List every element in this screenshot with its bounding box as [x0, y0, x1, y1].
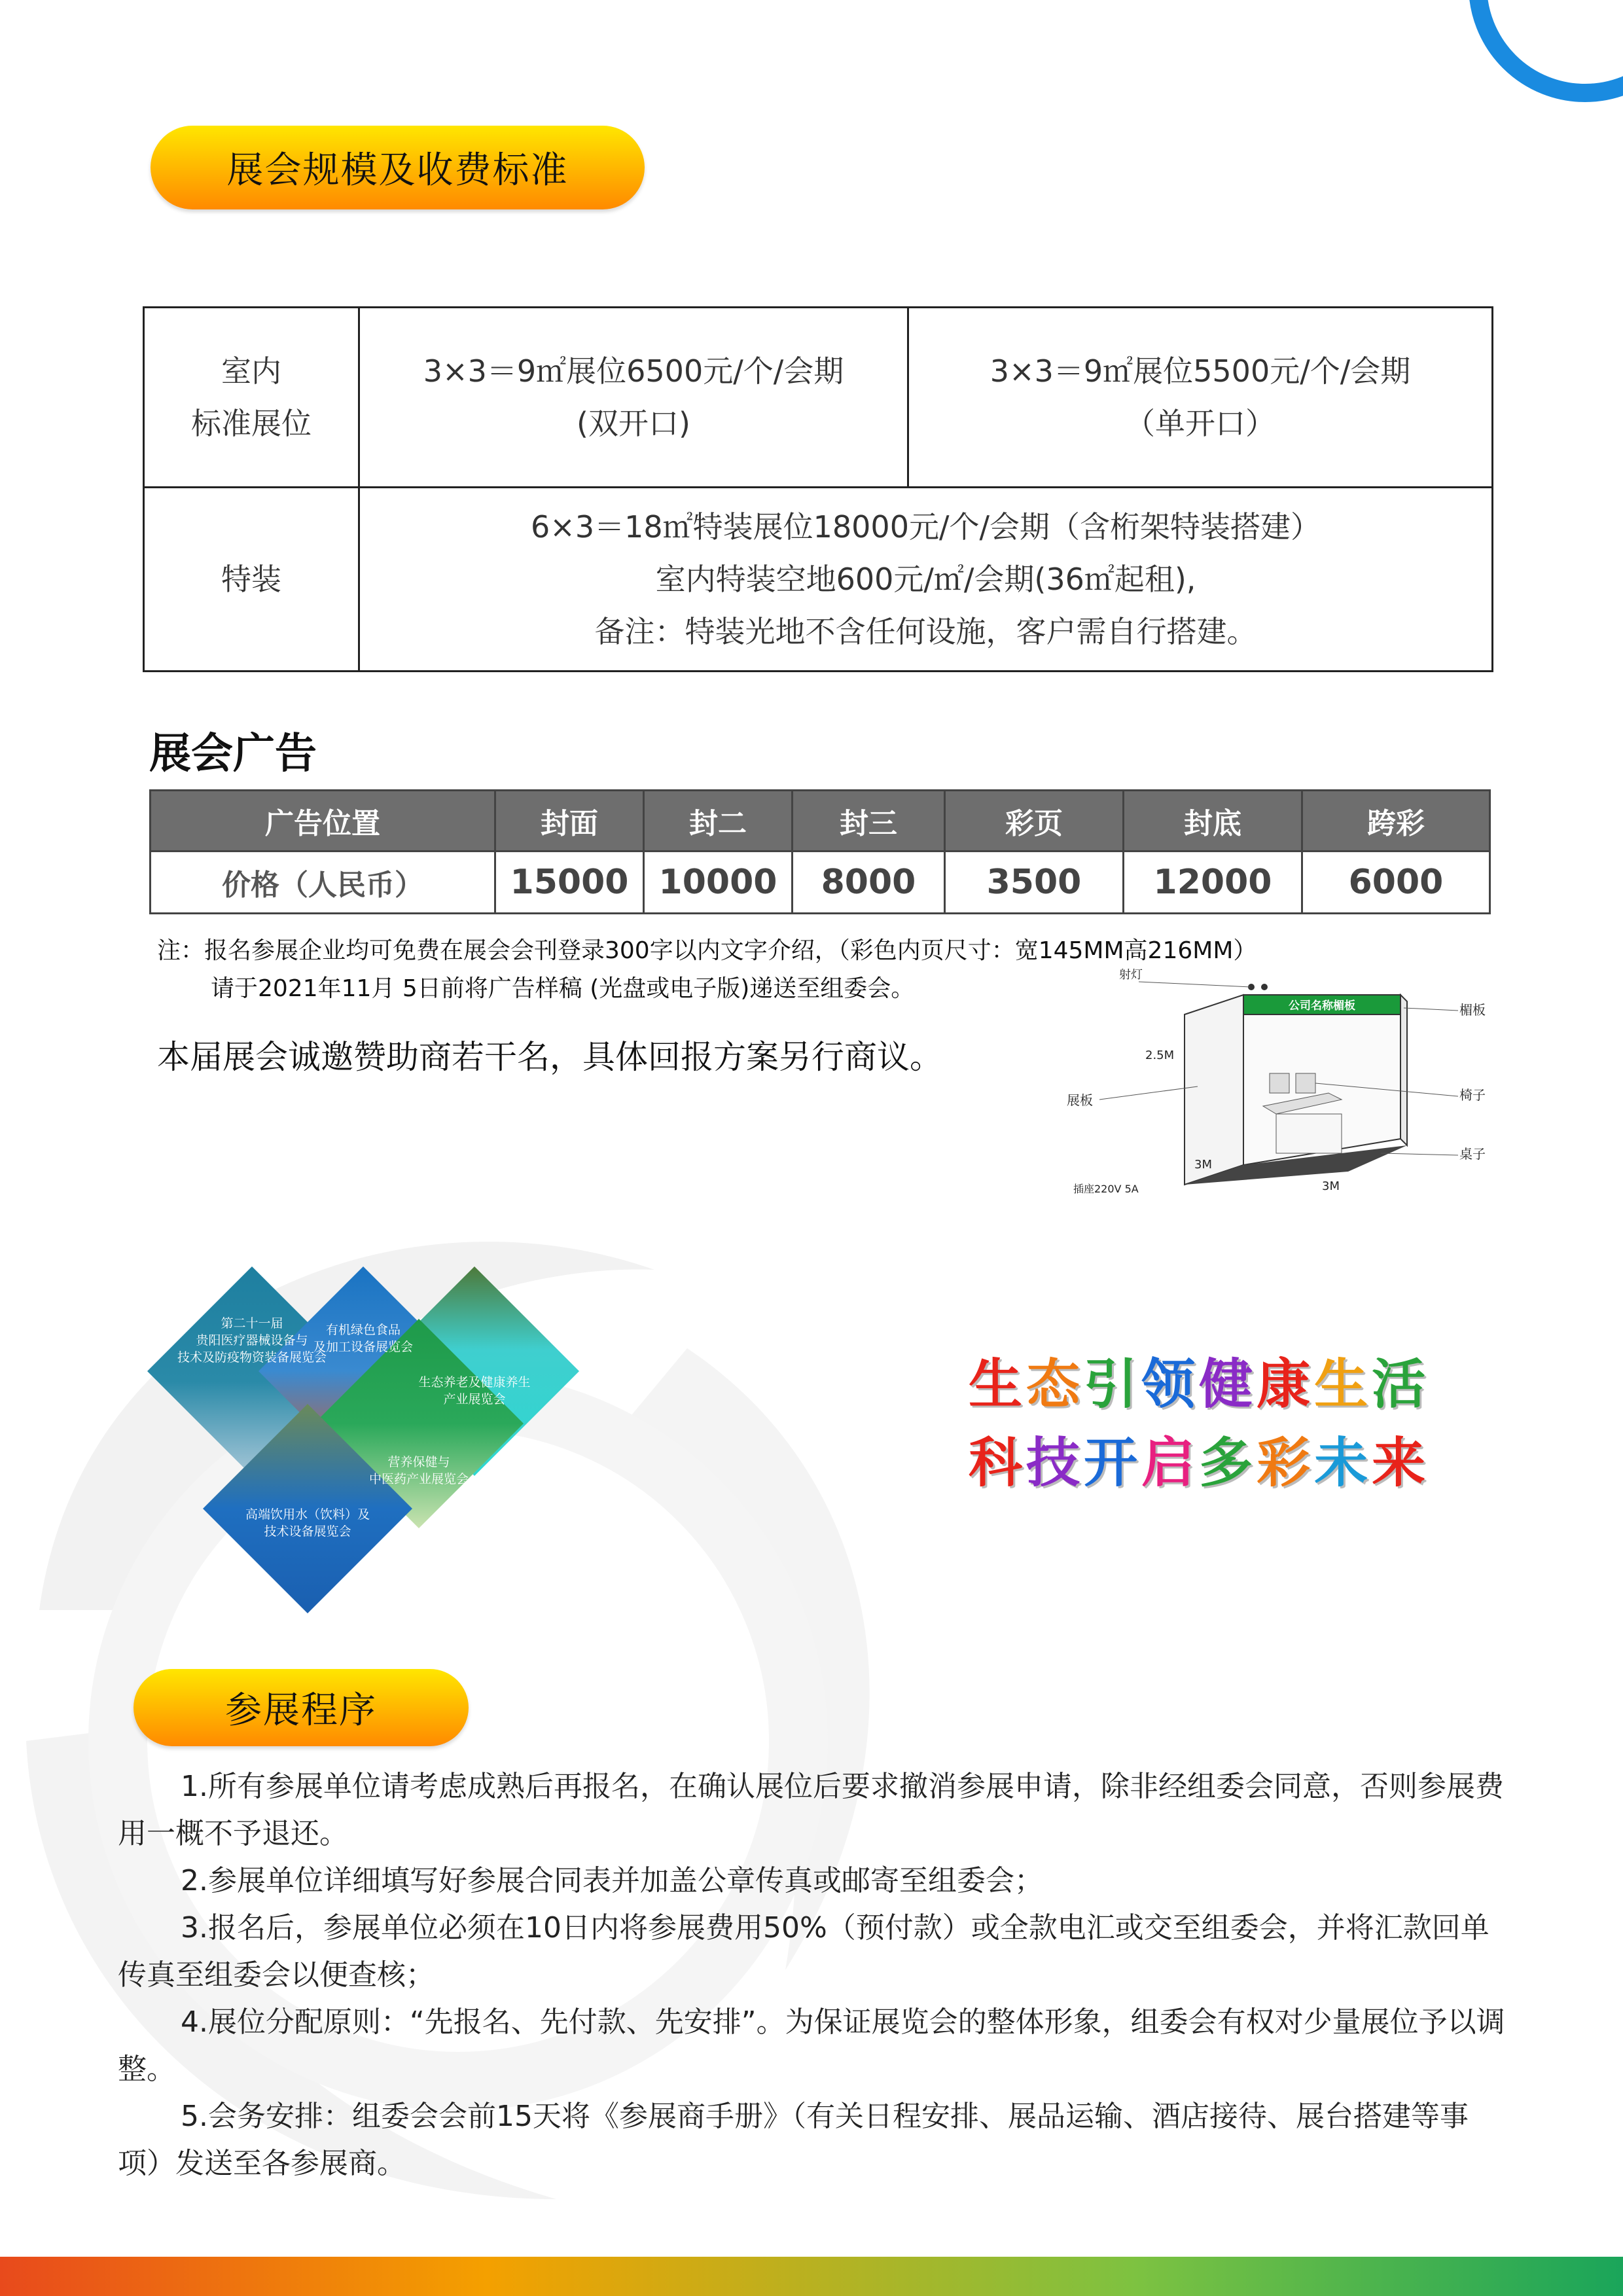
single-open-cell	[908, 308, 1493, 488]
fascia-text: 公司名称楣板	[1289, 999, 1355, 1013]
label-width-1: 3M	[1194, 1158, 1212, 1172]
slogan-char: 未	[1314, 1431, 1372, 1494]
exhibition-text: 技术设备展览会	[264, 1524, 351, 1539]
row-label-indoor	[144, 308, 359, 488]
exhibition-text: 生态养老及健康养生	[418, 1375, 531, 1390]
label-line: 室内	[221, 353, 281, 389]
table-row	[151, 852, 1490, 914]
slogan-char: 多	[1199, 1431, 1257, 1494]
price-line: 室内特装空地600元/㎡/会期(36㎡起租),	[655, 562, 1196, 597]
exhibitions-collage	[144, 1263, 812, 1630]
exhibition-text: 第二十一届	[221, 1316, 283, 1331]
slogan-line-1	[969, 1342, 1429, 1418]
table-row	[144, 308, 1493, 488]
slogan-char: 引	[1084, 1353, 1142, 1416]
slogan-char: 态	[1026, 1353, 1084, 1416]
label-chair: 椅子	[1459, 1087, 1486, 1103]
price-cell: 15000	[495, 852, 644, 914]
special-booth-cell	[359, 488, 1493, 672]
row-label-special: 特装	[144, 488, 359, 672]
slogan-char: 活	[1372, 1353, 1430, 1416]
procedure-item: 4.展位分配原则：“先报名、先付款、先安排”。为保证展览会的整体形象，组委会有权对少量展位予以调整。	[118, 2005, 1505, 2086]
procedure-list	[118, 1763, 1505, 2187]
label-socket: 插座220V 5A	[1073, 1183, 1139, 1195]
sponsor-text: 本届展会诚邀赞助商若干名，具体回报方案另行商议。	[157, 1038, 942, 1076]
ad-note-line: 请于2021年11月 5日前将广告样稿 (光盘或电子版)递送至组委会。	[211, 975, 915, 1002]
bottom-color-bar	[0, 2257, 1623, 2296]
slogan-char: 启	[1141, 1431, 1200, 1494]
ad-note-line: 注：报名参展企业均可免费在展会会刊登录300字以内文字介绍，（彩色内页尺寸：宽145MM高216MM）	[157, 937, 1257, 964]
fee-table	[143, 306, 1493, 672]
price-cell: 8000	[793, 852, 945, 914]
price-line: 3×3＝9㎡展位6500元/个/会期	[423, 353, 844, 389]
fee-section-title: 展会规模及收费标准	[226, 149, 569, 192]
price-cell: 3500	[945, 852, 1124, 914]
slogan-char: 开	[1084, 1431, 1142, 1494]
slogan-char: 康	[1257, 1353, 1315, 1416]
header-cell: 彩页	[945, 791, 1124, 852]
price-line: (双开口)	[577, 406, 690, 441]
exhibition-text: 技术及防疫物资装备展览会	[177, 1350, 327, 1365]
table-header-row	[151, 791, 1490, 852]
ad-section-title: 展会广告	[149, 730, 317, 778]
procedure-title: 参展程序	[225, 1689, 377, 1732]
slogan-char: 技	[1026, 1431, 1084, 1494]
header-cell: 封底	[1124, 791, 1302, 852]
booth-diagram	[1067, 969, 1512, 1204]
procedure-item: 3.报名后，参展单位必须在10日内将参展费用50%（预付款）或全款电汇或交至组委会，并将汇款回单传真至组委会以便查核；	[118, 1911, 1489, 1992]
slogan-char: 生	[969, 1353, 1027, 1416]
remark-line: 备注：特装光地不含任何设施，客户需自行搭建。	[594, 614, 1257, 649]
price-cell: 6000	[1302, 852, 1490, 914]
price-line: （单开口）	[1125, 406, 1275, 441]
exhibition-text: 贵阳医疗器械设备与	[196, 1333, 308, 1348]
slogan-char: 健	[1199, 1353, 1257, 1416]
slogan-line-2	[969, 1420, 1429, 1497]
label-height: 2.5M	[1145, 1049, 1175, 1062]
slogan-char: 生	[1314, 1353, 1372, 1416]
header-cell: 封三	[793, 791, 945, 852]
price-cell: 12000	[1124, 852, 1302, 914]
exhibition-text: 营养保健与	[387, 1455, 450, 1469]
price-line: 3×3＝9㎡展位5500元/个/会期	[990, 353, 1411, 389]
double-open-cell	[359, 308, 908, 488]
label-panel: 展板	[1067, 1092, 1093, 1108]
slogan-char: 领	[1141, 1353, 1200, 1416]
corner-arc-decoration	[1469, 0, 1623, 102]
header-cell: 跨彩	[1302, 791, 1490, 852]
table-row	[144, 488, 1493, 672]
slogan-char: 彩	[1257, 1431, 1315, 1494]
header-cell: 封面	[495, 791, 644, 852]
header-cell: 封二	[644, 791, 793, 852]
procedure-item: 1.所有参展单位请考虑成熟后再报名，在确认展位后要求撤消参展申请，除非经组委会同意，否则参展费用一概不予退还。	[118, 1770, 1504, 1850]
exhibition-text: 有机绿色食品	[325, 1323, 401, 1337]
ad-price-table	[149, 789, 1491, 914]
fee-section-pill	[151, 126, 645, 209]
price-line: 6×3＝18㎡特装展位18000元/个/会期（含桁架特装搭建）	[531, 509, 1321, 545]
slogan-char: 来	[1372, 1431, 1430, 1494]
exhibition-text: 中医药产业展览会	[368, 1472, 469, 1486]
row-label-price: 价格（人民币）	[151, 852, 495, 914]
label-line: 标准展位	[191, 406, 312, 441]
procedure-pill	[134, 1669, 469, 1746]
slogan-char: 科	[969, 1431, 1027, 1494]
exhibition-text: 及加工设备展览会	[313, 1340, 414, 1354]
label-fascia: 楣板	[1459, 1002, 1486, 1018]
label-light: 射灯	[1119, 969, 1143, 982]
price-cell: 10000	[644, 852, 793, 914]
header-cell: 广告位置	[151, 791, 495, 852]
procedure-item: 5.会务安排：组委会会前15天将《参展商手册》（有关日程安排、展品运输、酒店接待、展台搭建等事项）发送至各参展商。	[118, 2100, 1469, 2180]
procedure-item: 2.参展单位详细填写好参展合同表并加盖公章传真或邮寄至组委会；	[181, 1864, 1043, 1897]
label-width-2: 3M	[1322, 1179, 1340, 1193]
exhibition-text: 高端饮用水（饮料）及	[245, 1507, 370, 1522]
label-desk: 桌子	[1459, 1146, 1486, 1162]
exhibition-text: 产业展览会	[443, 1392, 506, 1407]
